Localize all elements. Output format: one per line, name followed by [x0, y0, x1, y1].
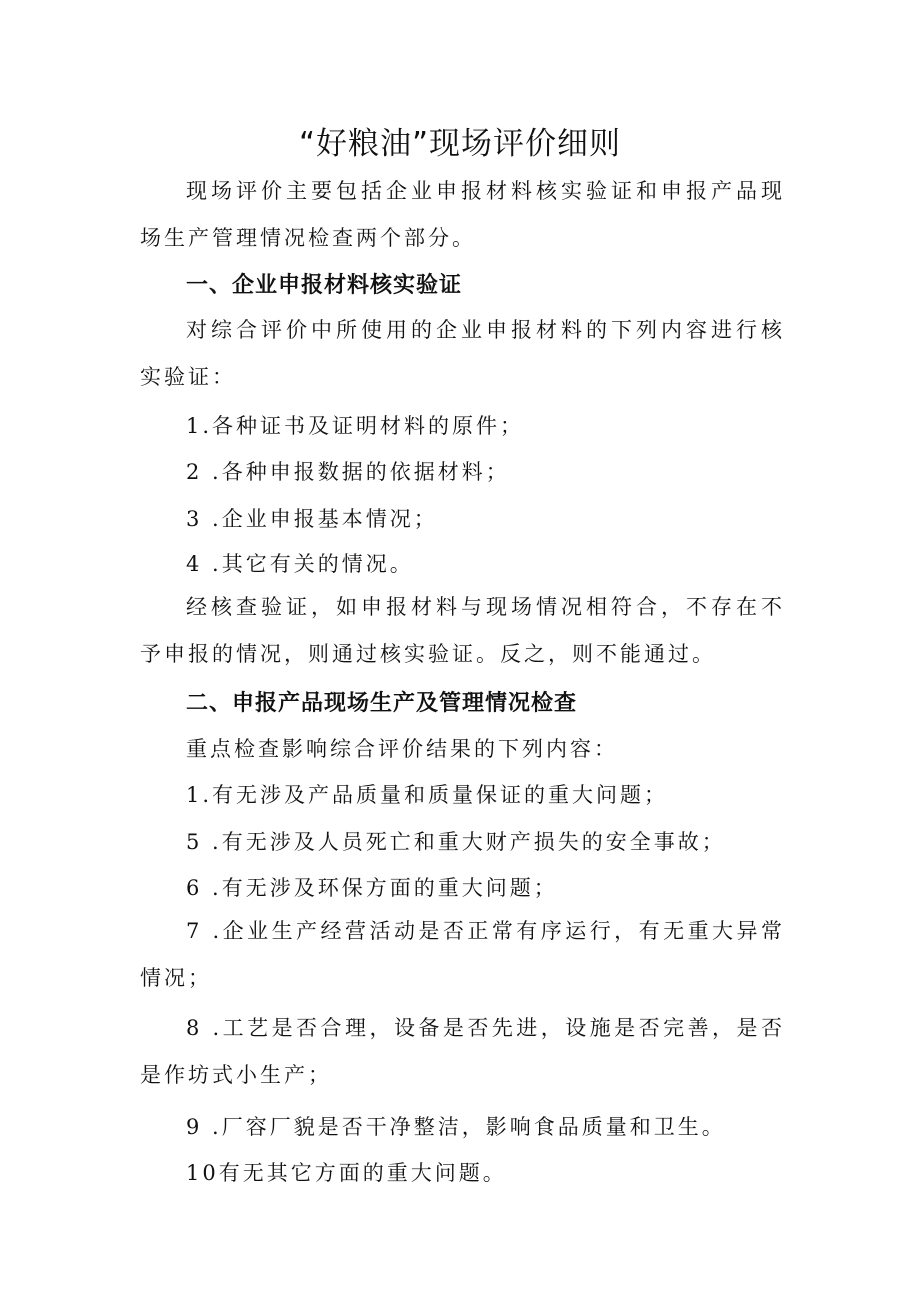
section2-item-9: 9 .厂容厂貌是否干净整洁，影响食品质量和卫生。 [186, 1115, 726, 1139]
section1-conclusion: 经核查验证，如申报材料与现场情况相符合，不存在不予申报的情况，则通过核实验证。反之，则不能通过。 [140, 595, 785, 666]
section2-item-10: 10有无其它方面的重大问题。 [186, 1161, 507, 1185]
intro-paragraph: 现场评价主要包括企业申报材料核实验证和申报产品现场生产管理情况检查两个部分。 [140, 179, 785, 250]
section2-heading: 二、申报产品现场生产及管理情况检查 [186, 691, 578, 716]
section1-item-3: 3 .企业申报基本情况； [186, 507, 438, 531]
section2-lead: 重点检查影响综合评价结果的下列内容： [186, 737, 618, 761]
section2-item-1: 1.有无涉及产品质量和质量保证的重大问题； [186, 783, 669, 807]
section1-item-2: 2 .各种申报数据的依据材料； [186, 460, 510, 484]
section2-item-5: 5 .有无涉及人员死亡和重大财产损失的安全事故； [186, 830, 726, 854]
section1-item-1: 1.各种证书及证明材料的原件； [186, 414, 525, 438]
document-title: “好粮油”现场评价细则 [298, 126, 622, 162]
section2-item-7: 7 .企业生产经营活动是否正常有序运行，有无重大异常情况； [140, 919, 785, 990]
section2-item-6: 6 .有无涉及环保方面的重大问题； [186, 876, 558, 900]
section2-item-8: 8 .工艺是否合理，设备是否先进，设施是否完善，是否是作坊式小生产； [140, 1016, 785, 1087]
section1-heading: 一、企业申报材料核实验证 [186, 273, 463, 298]
section1-lead: 对综合评价中所使用的企业申报材料的下列内容进行核实验证： [140, 318, 785, 389]
section1-item-4: 4 .其它有关的情况。 [186, 552, 414, 576]
